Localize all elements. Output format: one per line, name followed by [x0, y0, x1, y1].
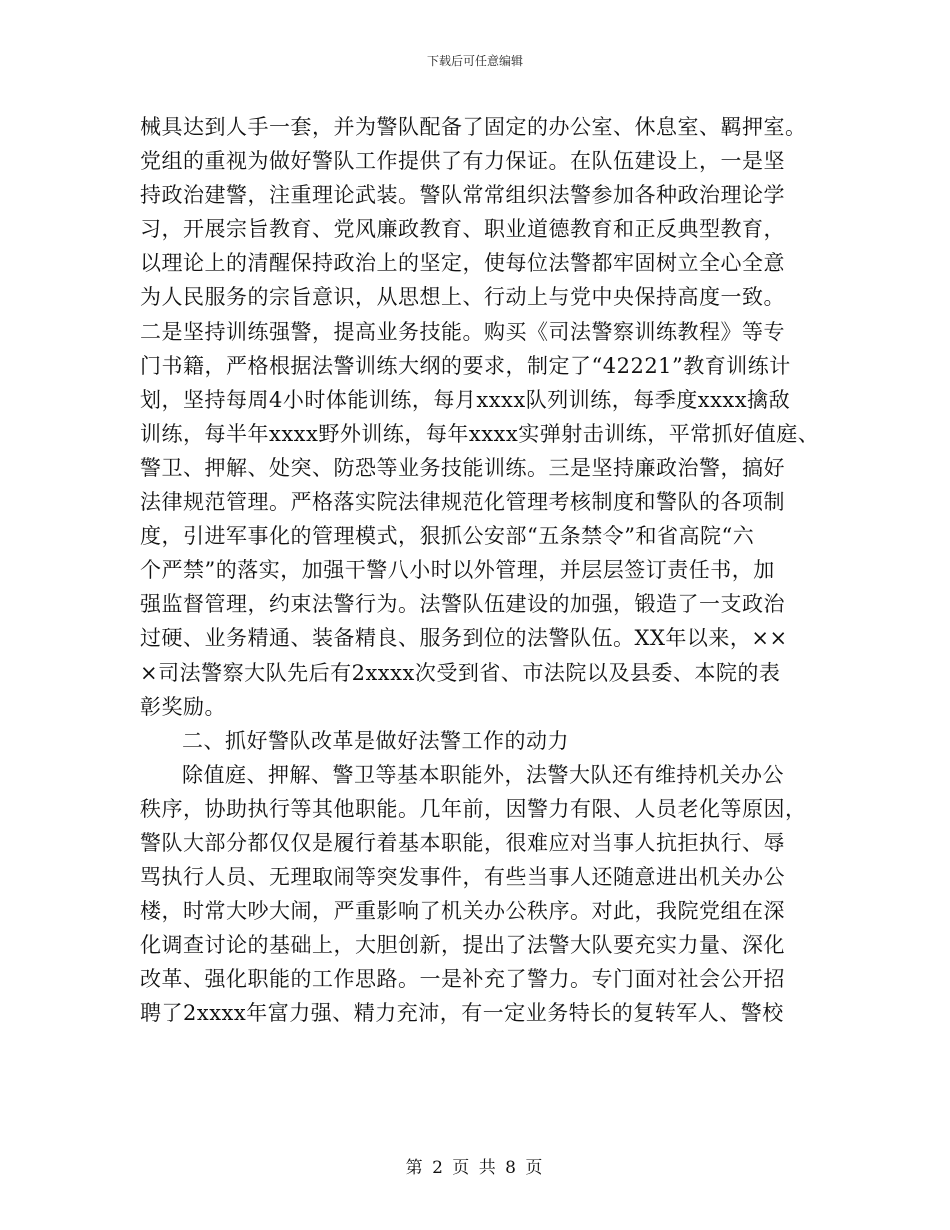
- text-line: 秩序，协助执行等其他职能。几年前，因警力有限、人员老化等原因，: [140, 796, 807, 821]
- text-line: 二是坚持训练强警，提高业务技能。购买《司法警察训练教程》等专: [140, 319, 785, 344]
- text-line: 除值庭、押解、警卫等基本职能外，法警大队还有维持机关办公: [182, 762, 784, 787]
- text-line: 聘了2xxxx年富力强、精力充沛，有一定业务特长的复转军人、警校: [140, 1001, 784, 1026]
- text-line: 个严禁”的落实，加强干警八小时以外管理，并层层签订责任书，加: [140, 558, 775, 583]
- text-line: 习，开展宗旨教育、党风廉政教育、职业道德教育和正反典型教育，: [140, 217, 785, 242]
- text-line: 骂执行人员、无理取闹等突发事件，有些当事人还随意进出机关办公: [140, 865, 785, 890]
- text-line: 化调查讨论的基础上，大胆创新，提出了法警大队要充实力量、深化: [140, 933, 785, 958]
- page-header: 下载后可任意编辑: [426, 54, 523, 68]
- text-line: 度，引进军事化的管理模式，狠抓公安部“五条禁令”和省高院“六: [140, 524, 755, 549]
- text-line: 械具达到人手一套，并为警队配备了固定的办公室、休息室、羁押室。: [140, 115, 807, 139]
- section-heading: 二、抓好警队改革是做好法警工作的动力: [182, 728, 569, 753]
- text-line: 党组的重视为做好警队工作提供了有力保证。在队伍建设上，一是坚: [140, 149, 785, 174]
- text-line: 警队大部分都仅仅是履行着基本职能，很难应对当事人抗拒执行、辱: [140, 830, 785, 855]
- text-line: 划，坚持每周4小时体能训练，每月xxxx队列训练，每季度xxxx擒敌: [140, 387, 791, 412]
- text-line: 楼，时常大吵大闹，严重影响了机关办公秩序。对此，我院党组在深: [140, 899, 785, 924]
- text-line: 强监督管理，约束法警行为。法警队伍建设的加强，锻造了一支政治: [140, 592, 785, 617]
- document-body: [140, 110, 820, 1031]
- text-line: 彰奖励。: [140, 694, 226, 719]
- text-line: 训练，每半年xxxx野外训练，每年xxxx实弹射击训练，平常抓好值庭、: [140, 421, 820, 446]
- text-line: 改革、强化职能的工作思路。一是补充了警力。专门面对社会公开招: [140, 967, 785, 992]
- text-line: 为人民服务的宗旨意识，从思想上、行动上与党中央保持高度一致。: [140, 285, 785, 310]
- page-footer: 第 2 页 共 8 页: [405, 1158, 545, 1178]
- text-line: 以理论上的清醒保持政治上的坚定，使每位法警都牢固树立全心全意: [140, 251, 785, 276]
- text-line: 警卫、押解、处突、防恐等业务技能训练。三是坚持廉政治警，搞好: [140, 455, 785, 480]
- text-line: 法律规范管理。严格落实院法律规范化管理考核制度和警队的各项制: [140, 490, 785, 515]
- text-line: ×司法警察大队先后有2xxxx次受到省、市法院以及县委、本院的表: [140, 660, 781, 685]
- text-line: 持政治建警，注重理论武装。警队常常组织法警参加各种政治理论学: [140, 183, 785, 208]
- text-line: 门书籍，严格根据法警训练大纲的要求，制定了“42221”教育训练计: [140, 353, 791, 378]
- text-line: 过硬、业务精通、装备精良、服务到位的法警队伍。XX年以来，××: [140, 626, 788, 651]
